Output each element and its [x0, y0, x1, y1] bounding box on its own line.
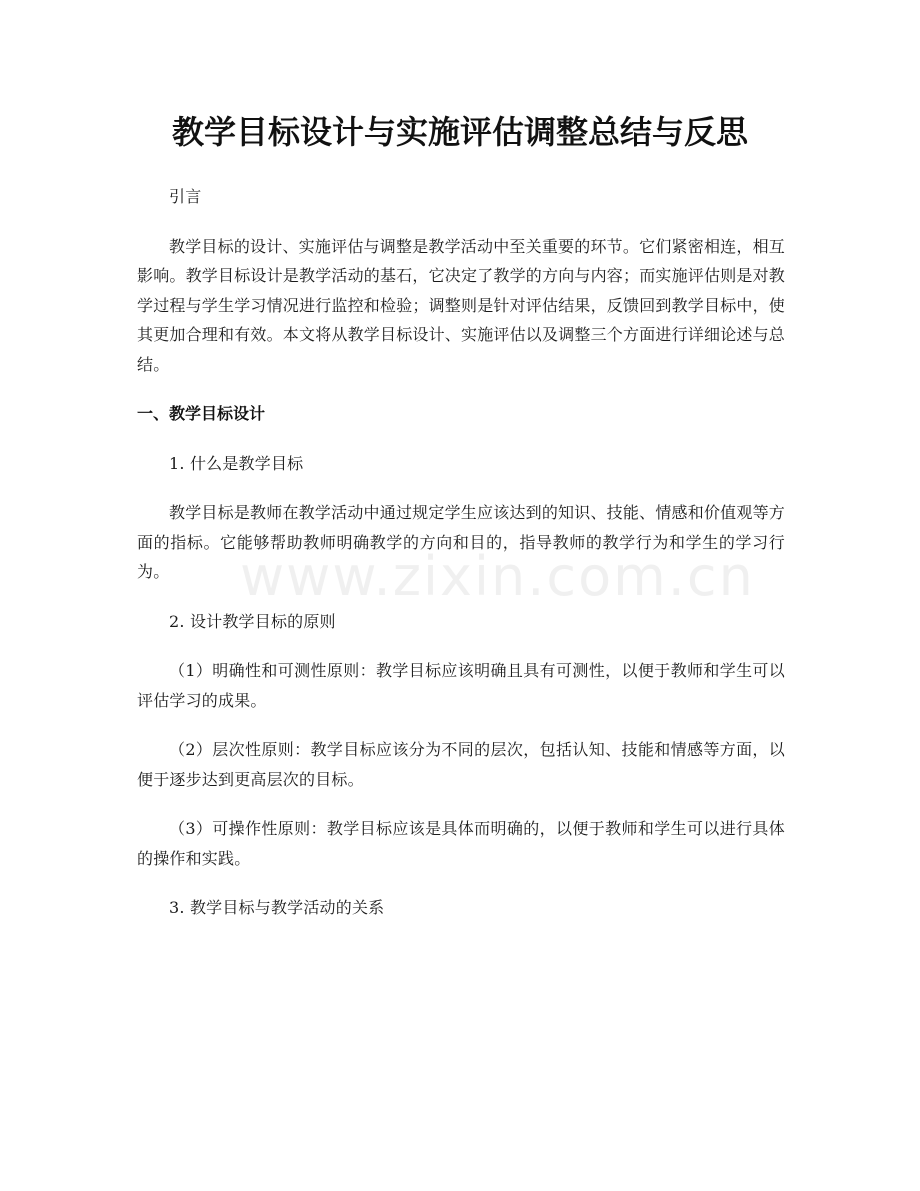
intro-paragraph: 教学目标的设计、实施评估与调整是教学活动中至关重要的环节。它们紧密相连，相互影响。教学目标设计是教学活动的基石，它决定了教学的方向与内容；而实施评估则是对教学过程与学生学习情况进行监控和检验；调整则是针对评估结果，反馈回到教学目标中，使其更加合理和有效。本文将从教学目标设计、实施评估以及调整三个方面进行详细论述与总结。	[137, 236, 786, 374]
principle-3-paragraph: （3）可操作性原则：教学目标应该是具体而明确的，以便于教师和学生可以进行具体的操作和实践。	[137, 819, 785, 868]
principle-2-paragraph: （2）层次性原则：教学目标应该分为不同的层次，包括认知、技能和情感等方面，以便于逐步达到更高层次的目标。	[137, 740, 785, 789]
item-1-heading: 1. 什么是教学目标	[169, 453, 304, 473]
intro-heading: 引言	[169, 187, 202, 206]
watermark: www.zixin.com.cn	[240, 545, 755, 608]
section-1-heading: 一、教学目标设计	[137, 404, 266, 423]
document-body	[137, 182, 785, 943]
document-title: 教学目标设计与实施评估调整总结与反思	[171, 113, 748, 151]
item-2-heading: 2. 设计教学目标的原则	[169, 611, 336, 631]
item-3-heading: 3. 教学目标与教学活动的关系	[169, 898, 385, 917]
item-1-paragraph: 教学目标是教师在教学活动中通过规定学生应该达到的知识、技能、情感和价值观等方面的指标。它能够帮助教师明确教学的方向和目的，指导教师的教学行为和学生的学习行为。	[137, 503, 785, 581]
principle-1-paragraph: （1）明确性和可测性原则：教学目标应该明确且具有可测性，以便于教师和学生可以评估学习的成果。	[137, 661, 785, 710]
